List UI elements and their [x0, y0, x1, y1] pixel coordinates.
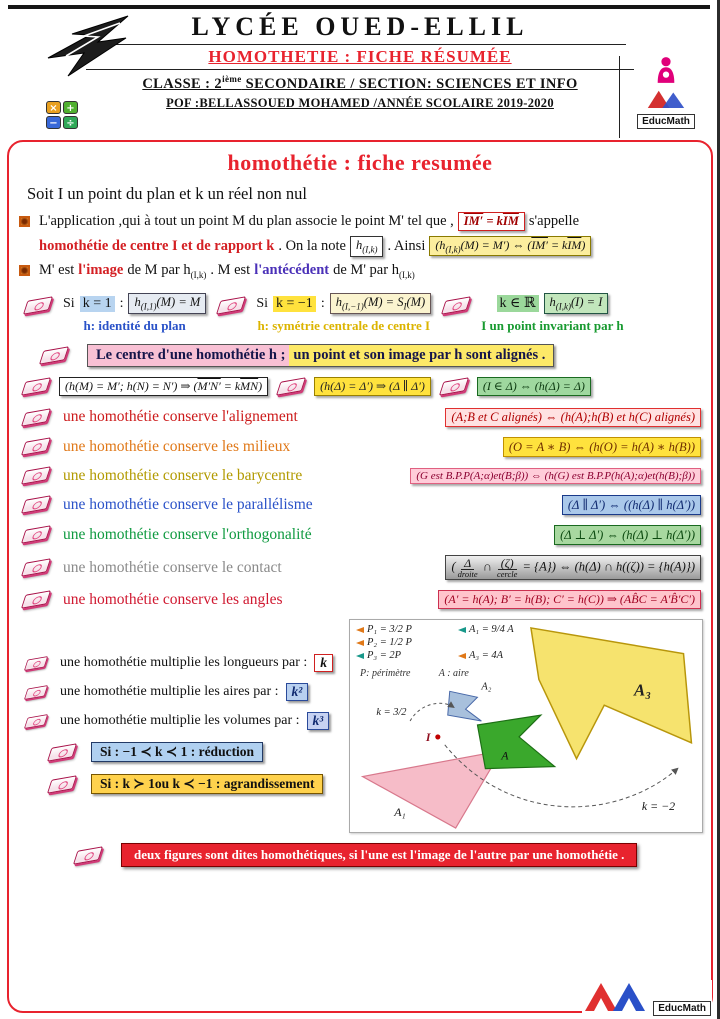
application-line-2 [39, 236, 701, 257]
property-formula: (Δ ∥ Δ′) ⇔ ((h(Δ) ∥ h(Δ′)) [562, 495, 701, 515]
educmath-logo-bottom [582, 980, 712, 1017]
property-label: une homothétie conserve les milieux [63, 437, 291, 455]
bottom-zone [19, 619, 701, 833]
case-caption: h: identité du plan [83, 317, 186, 333]
case-formula-box: $h_{(I,1)}(M) = M$ [128, 293, 206, 314]
multiplier-value-box: k [314, 654, 333, 672]
label-A1: A₁ [394, 805, 406, 820]
image-term: l'image [78, 261, 124, 278]
multiplier-row [19, 712, 341, 730]
multipliers-column [19, 619, 341, 833]
document-header [0, 0, 720, 128]
prof-line: POF :BELLASSOUED MOHAMED /ANNÉE SCOLAIRE 2019-2020 [166, 95, 554, 110]
eraser-icon [21, 558, 51, 577]
property-formula: (A′ = h(A); B′ = h(B); C′ = h(C)) ⇒ (AB̂C = A′B̂′C′) [438, 590, 701, 609]
homothety-definition: homothétie de centre I et de rapport k [39, 237, 275, 254]
property-row [19, 408, 701, 427]
property-formula: (Δ ⊥ Δ′) ⇔ (h(Δ) ⊥ h(Δ′)) [554, 525, 701, 545]
multiplier-label: une homothétie multiplie les longueurs par : [60, 655, 308, 671]
eraser-icon [21, 526, 51, 545]
case-k-equals-minus-1: Si k = −1 : $h_{(I,-1)}(M) = S_I(M)$ h: symétrie centrale de centre I [256, 295, 431, 333]
label-k1: k = 3/2 [376, 707, 407, 719]
properties-list [19, 408, 701, 610]
eraser-icon [441, 297, 471, 316]
property-row [19, 437, 701, 457]
reduction-box: Si : −1 ≺ k ≺ 1 : réduction [91, 742, 263, 762]
line-parallel-formula: (h(Δ) = Δ′) ⇒ (Δ ∥ Δ′) [314, 377, 431, 396]
eraser-icon [21, 467, 51, 486]
eraser-icon [439, 377, 469, 396]
center-alignment-note-row [37, 344, 701, 367]
application-line-1 [19, 212, 701, 231]
educmath-label: EducMath [637, 114, 695, 129]
eraser-icon [21, 408, 51, 427]
property-formula: (A;B et C alignés) ⇔ (h(A);h(B) et h(C) alignés) [445, 408, 701, 427]
case-caption: h: symétrie centrale de centre I [257, 317, 431, 333]
bullet-icon [19, 265, 30, 276]
label-center-I: I [425, 730, 431, 745]
case-k-real [481, 293, 623, 334]
vector-relation-box: $IM' = k\overline{IM}$ [458, 212, 525, 231]
multiplier-row [19, 654, 341, 672]
image-antecedent-line: M' est l'image de M par $h_{(I,k)}$ . M est l'antécédent de M' par $h_{(I,k)}$ [19, 262, 701, 280]
lightning-icon [44, 14, 130, 78]
eraser-icon [21, 438, 51, 457]
triangles-icon [583, 981, 649, 1011]
educmath-logo-top [624, 56, 708, 129]
property-formula: (G est B.P.P(A;α)et(B;β)) ⇔ (h(G) est B.P.P(h(A);α)et(h(B);β)) [410, 468, 701, 484]
vector-image-formula: (h(M) = M′; h(N) = N′) ⇒ $(M'N' = k\overline{MN})$ [59, 377, 268, 396]
enlargement-row [45, 774, 341, 794]
intro-line: Soit I un point du plan et k un réel non nul [27, 184, 308, 203]
application-text: . On la note [278, 237, 346, 254]
multiplier-value-box: k³ [307, 712, 330, 730]
legend-notes [360, 668, 495, 679]
eraser-icon [24, 714, 48, 729]
label-A2: A₂ [481, 681, 492, 693]
eraser-icon [24, 656, 48, 671]
application-text: . Ainsi [387, 237, 426, 254]
case-caption: I un point invariant par h [481, 317, 624, 333]
footer-definition-row [71, 843, 701, 867]
educmath-label: EducMath [653, 1001, 711, 1016]
summary-sheet [7, 140, 713, 1013]
application-text: s'appelle [528, 213, 580, 229]
pen-icon [356, 640, 364, 646]
divide-icon: ÷ [63, 116, 78, 129]
pen-icon [356, 627, 364, 633]
school-name: LYCÉE OUED-ELLIL [191, 12, 529, 41]
multiplier-value-box: k² [286, 683, 309, 701]
property-row [19, 555, 701, 581]
pen-icon [458, 653, 466, 659]
label-A: A [501, 749, 509, 764]
special-cases-row [21, 293, 701, 334]
pen-icon [356, 653, 364, 659]
case-formula-box: $h_{(I,-1)}(M) = S_I(M)$ [330, 293, 432, 314]
triangles-icon [646, 88, 686, 108]
eraser-icon [73, 846, 103, 865]
case-formula-box: $h_{(I,k)}(I) = I$ [544, 293, 609, 314]
minus-icon: − [46, 116, 61, 129]
condition-highlight: k = −1 [273, 296, 316, 312]
eraser-icon [24, 685, 48, 700]
condition-highlight: k ∈ ℝ [497, 295, 539, 312]
math-operators-icon [46, 101, 78, 129]
eraser-icon [276, 377, 306, 396]
eraser-icon [23, 297, 53, 316]
homothety-figure [349, 619, 703, 833]
label-k2: k = −2 [641, 799, 676, 814]
eraser-icon [216, 297, 246, 316]
property-label: une homothétie conserve l'orthogonalité [63, 525, 312, 543]
bullet-icon [19, 216, 30, 227]
multiplier-row [19, 683, 341, 701]
divider [86, 69, 633, 70]
area-note: A : aire [438, 668, 469, 680]
center-alignment-note: Le centre d'une homothétie h ; un point et son image par h sont alignés . [87, 344, 554, 367]
property-formula: (O = A ∗ B) ⇔ (h(O) = h(A) ∗ h(B)) [503, 437, 701, 457]
property-label: une homothétie conserve le contact [63, 558, 282, 576]
plus-icon: + [63, 101, 78, 114]
property-label: une homothétie conserve les angles [63, 590, 283, 608]
property-label: une homothétie conserve l'alignement [63, 408, 298, 426]
multiply-icon: × [46, 101, 61, 114]
property-label: une homothétie conserve le barycentre [63, 466, 303, 484]
property-row [19, 525, 701, 545]
multiplier-label: une homothétie multiplie les aires par : [60, 684, 279, 700]
equivalence-box: $(h_{(I,k)}(M) = M')$ ⇔ $(IM' = k\overline{IM})$ [429, 236, 591, 256]
condition-highlight: k = 1 [80, 296, 115, 312]
property-row [19, 467, 701, 485]
label-A3: A₃ [633, 680, 652, 700]
key-formulas-row [19, 377, 701, 396]
sheet-title: homothétie : fiche resumée [227, 150, 493, 175]
eraser-icon [47, 775, 77, 794]
eraser-icon [47, 743, 77, 762]
multiplier-label: une homothétie multiplie les volumes par : [60, 713, 300, 729]
class-line: CLASSE : 2ième SECONDAIRE / SECTION: SCIENCES ET INFO [142, 74, 578, 92]
case-k-equals-1: Si k = 1 : $h_{(I,1)}(M) = M$ h: identité du plan [63, 293, 206, 334]
eraser-icon [39, 346, 69, 365]
notation-box: $h_{(I,k)}$ [350, 236, 384, 257]
property-formula-contact: ( Δ droite ∩ (ζ) cercle = {A}) ⇔ (h(Δ) ∩ h((ζ)) = {h(A)}) [445, 555, 701, 581]
property-row [19, 590, 701, 609]
enlargement-box: Si : k ≻ 1ou k ≺ −1 : agrandissement [91, 774, 323, 794]
eraser-icon [21, 591, 51, 610]
divider [619, 56, 620, 138]
invariant-line-formula: (I ∈ Δ) ⇔ (h(Δ) = Δ) [477, 377, 591, 396]
shape-A [477, 715, 554, 768]
eraser-icon [21, 377, 51, 396]
property-row [19, 495, 701, 515]
doc-title: HOMOTHETIE : FICHE RÉSUMÉE [208, 47, 512, 66]
figure-legend: P₁ = 3/2 P A₁ = 9/4 A P₂ = 1/2 P P₃ = 2P A₃ = 4A [356, 624, 568, 661]
reduction-row [45, 742, 341, 762]
person-icon [654, 56, 678, 84]
divider [94, 44, 627, 45]
perimeter-note: P: périmètre [360, 668, 411, 680]
application-text: L'application ,qui à tout un point M du plan associe le point M' tel que , [39, 213, 454, 229]
property-label: une homothétie conserve le parallélisme [63, 495, 313, 513]
antecedent-term: l'antécédent [254, 261, 330, 278]
homothetic-figures-definition: deux figures sont dites homothétiques, si l'une est l'image de l'autre par une homothétie . [121, 843, 637, 867]
center-point [435, 735, 440, 740]
eraser-icon [21, 496, 51, 515]
pen-icon [458, 627, 466, 633]
shape-A1 [363, 751, 502, 828]
